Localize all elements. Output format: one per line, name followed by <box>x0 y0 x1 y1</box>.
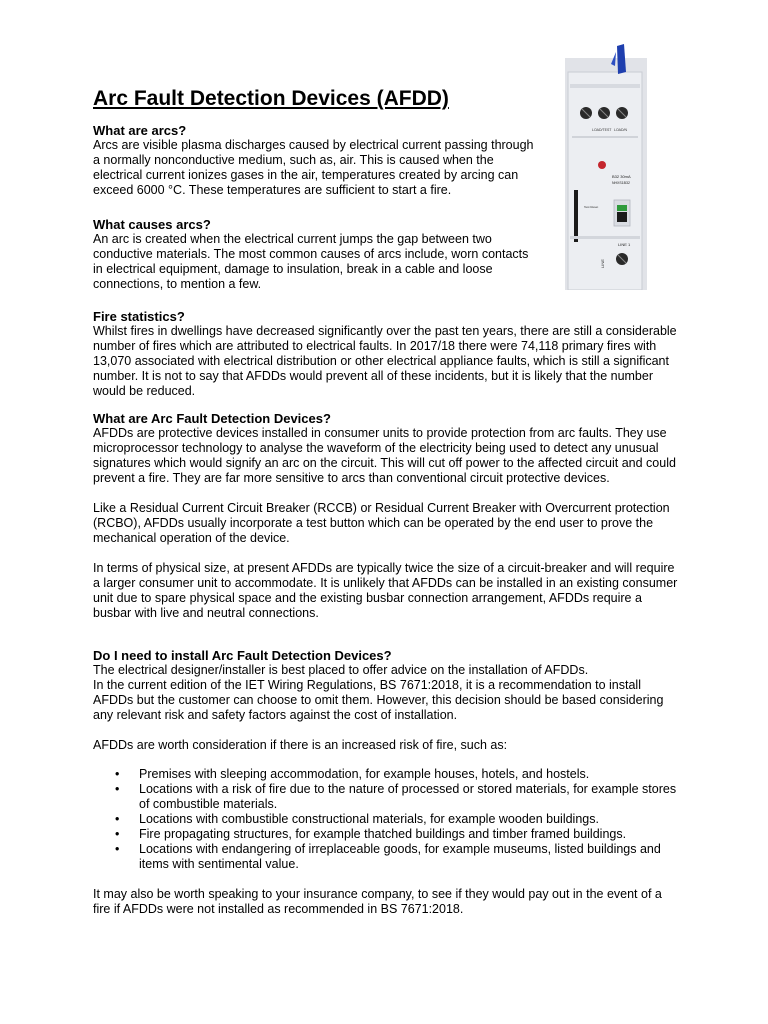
list-item <box>93 812 678 827</box>
section-heading: What are arcs? <box>93 123 187 138</box>
section-paragraph: In terms of physical size, at present AFDDs are typically twice the size of a circuit-breaker and will require a larger consumer unit to accommodate. It is unlikely that AFDDs can be installed in an existing consumer unit due to spare physical space and the existing busbar connection arrangement, AFDDs require a busbar with live and neutral connections. <box>93 561 678 620</box>
list-item-text: Fire propagating structures, for example thatched buildings and timber framed buildings. <box>139 827 627 841</box>
section-heading: Do I need to install Arc Fault Detection Devices? <box>93 648 392 663</box>
section-what-causes-arcs <box>93 217 538 292</box>
bullet-icon: • <box>115 812 120 826</box>
section-body: Whilst fires in dwellings have decreased significantly over the past ten years, there are still a considerable number of fires which are attributed to electrical faults. In 2017/18 there were 74,118 primary fires with 13,070 associated with electrical distribution or other electrical appliance faults, which is still a significant number. It is not to say that AFDDs would prevent all of these incidents, but it is likely that the number would be reduced. <box>93 324 677 398</box>
section-paragraph: The electrical designer/installer is best placed to offer advice on the installation of AFDDs. <box>93 663 589 677</box>
risk-list <box>93 767 678 872</box>
bullet-icon: • <box>115 767 120 781</box>
status-indicator-icon <box>617 205 627 211</box>
bullet-icon: • <box>115 842 120 856</box>
device-label: LOAD/N <box>614 128 628 132</box>
section-paragraph: It may also be worth speaking to your insurance company, to see if they would pay out in the event of a fire if AFDDs were not installed as recommended in BS 7671:2018. <box>93 887 662 916</box>
section-heading: Fire statistics? <box>93 309 185 324</box>
section-what-are-afdds <box>93 411 678 621</box>
list-item-text: Locations with combustible constructional materials, for example wooden buildings. <box>139 812 599 826</box>
document-title: Arc Fault Detection Devices (AFDD) <box>93 87 449 110</box>
list-item <box>93 842 678 872</box>
side-line-label: LINE <box>600 259 605 268</box>
device-handle-icon <box>617 44 626 74</box>
list-item-text: Locations with a risk of fire due to the nature of processed or stored materials, for example stores of combustible materials. <box>139 782 677 811</box>
device-rating-label: B32 30mA <box>612 174 631 179</box>
list-item-text: Locations with endangering of irreplaceable goods, for example museums, listed buildings and items with sentimental value. <box>139 842 661 871</box>
toggle-lever <box>617 212 627 222</box>
section-what-are-arcs <box>93 123 538 198</box>
section-fire-statistics <box>93 309 678 399</box>
line-label: LINE 1 <box>618 242 631 247</box>
section-heading: What causes arcs? <box>93 217 211 232</box>
section-heading: What are Arc Fault Detection Devices? <box>93 411 331 426</box>
device-model-label: NHXS1B32 <box>612 181 630 185</box>
section-body: Arcs are visible plasma discharges caused by electrical current passing through a normally nonconductive medium, such as, air. This is caused when the electrical current ionizes gases in the air, temperatures created by arcing can exceed 6000 °C. These temperatures are sufficient to start a fire. <box>93 138 534 197</box>
list-item-text: Premises with sleeping accommodation, for example houses, hotels, and hostels. <box>139 767 590 781</box>
afdd-device-photo <box>562 40 650 290</box>
section-paragraph: Like a Residual Current Circuit Breaker (RCCB) or Residual Current Breaker with Overcurrent protection (RCBO), AFDDs usually incorporate a test button which can be operated by the end user to prove the mechanical operation of the device. <box>93 501 670 545</box>
list-item <box>93 767 678 782</box>
section-body: An arc is created when the electrical current jumps the gap between two conductive materials. The most common causes of arcs include, worn contacts in electrical equipment, damage to insulation, break in a cable and loose connections, to mention a few. <box>93 232 529 291</box>
bullet-icon: • <box>115 827 120 841</box>
list-item <box>93 827 678 842</box>
bullet-icon: • <box>115 782 120 796</box>
section-paragraph: In the current edition of the IET Wiring Regulations, BS 7671:2018, it is a recommendation to install AFDDs but the customer can choose to omit them. However, this decision should be based considering any relevant risk and safety factors against the cost of installation. <box>93 678 664 722</box>
section-paragraph: AFDDs are worth consideration if there is an increased risk of fire, such as: <box>93 738 508 752</box>
section-paragraph: AFDDs are protective devices installed in consumer units to provide protection from arc faults. They use microprocessor technology to analyse the waveform of the electricity being used to detect any unusual signatures which would signify an arc on the circuit. This will cut off power to the affected circuit and could prevent a fire. They are far more sensitive to arcs than conventional circuit protective devices. <box>93 426 676 485</box>
brand-logo-icon <box>598 161 606 169</box>
section-do-i-need <box>93 648 678 917</box>
list-item <box>93 782 678 812</box>
device-body <box>568 72 642 290</box>
device-label: LOAD/TEST <box>592 128 612 132</box>
test-reset-label: Test Reset <box>584 205 599 209</box>
